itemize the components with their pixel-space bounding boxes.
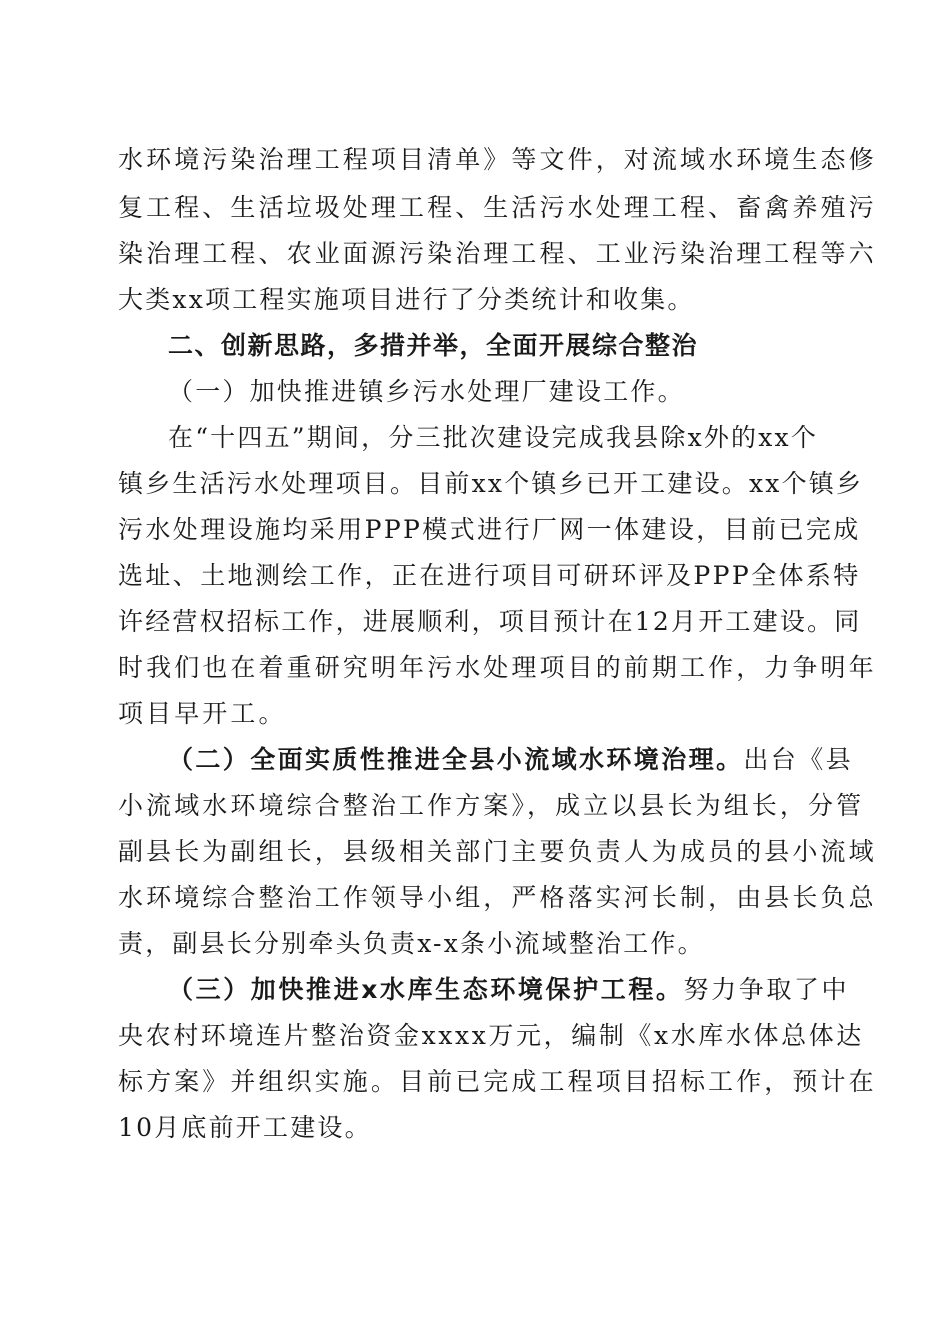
paragraph-line: 复工程、生活垃圾处理工程、生活污水处理工程、畜禽养殖污 [118,193,877,222]
paragraph-line: 小流域水环境综合整治工作方案》，成立以县长为组长，分管 [118,791,865,820]
paragraph-line: 副县长为副组长，县级相关部门主要负责人为成员的县小流域 [118,837,877,866]
paragraph-line: 大类xx项工程实施项目进行了分类统计和收集。 [118,285,695,314]
paragraph-line: 选址、土地测绘工作，正在进行项目可研环评及PPP全体系特 [118,561,861,590]
paragraph-line: 标方案》并组织实施。目前已完成工程项目招标工作，预计在 [118,1067,877,1096]
paragraph-line: 10月底前开工建设。 [118,1113,372,1142]
paragraph-line [0,970,950,1010]
bold-lead: （三）加快推进x水库生态环境保护工程。 [168,975,684,1004]
paragraph-line: 水环境综合整治工作领导小组，严格落实河长制，由县长负总 [118,883,877,912]
paragraph-line [0,740,950,780]
paragraph-line: 镇乡生活污水处理项目。目前xx个镇乡已开工建设。xx个镇乡 [118,469,864,498]
paragraph-line: 在“十四五”期间，分三批次建设完成我县除x外的xx个 [168,423,819,452]
subheading: （一）加快推进镇乡污水处理厂建设工作。 [168,377,685,406]
paragraph-line: 染治理工程、农业面源污染治理工程、工业污染治理工程等六 [118,239,877,268]
paragraph-line: 责，副县长分别牵头负责x-x条小流域整治工作。 [118,929,705,958]
paragraph-line: 污水处理设施均采用PPP模式进行厂网一体建设，目前已完成 [118,515,861,544]
paragraph-line: 时我们也在着重研究明年污水处理项目的前期工作，力争明年 [118,653,877,682]
paragraph-line: 水环境污染治理工程项目清单》等文件，对流域水环境生态修 [118,145,877,174]
lead-rest: 努力争取了中 [683,975,850,1004]
section-heading: 二、创新思路，多措并举，全面开展综合整治 [168,331,699,360]
paragraph-line: 许经营权招标工作，进展顺利，项目预计在12月开工建设。同 [118,607,862,636]
lead-rest: 出台《县 [743,745,854,774]
bold-lead: （二）全面实质性推进全县小流域水环境治理。 [168,745,744,774]
paragraph-line: 项目早开工。 [118,699,287,728]
paragraph-line: 央农村环境连片整治资金xxxx万元，编制《x水库水体总体达 [118,1021,864,1050]
